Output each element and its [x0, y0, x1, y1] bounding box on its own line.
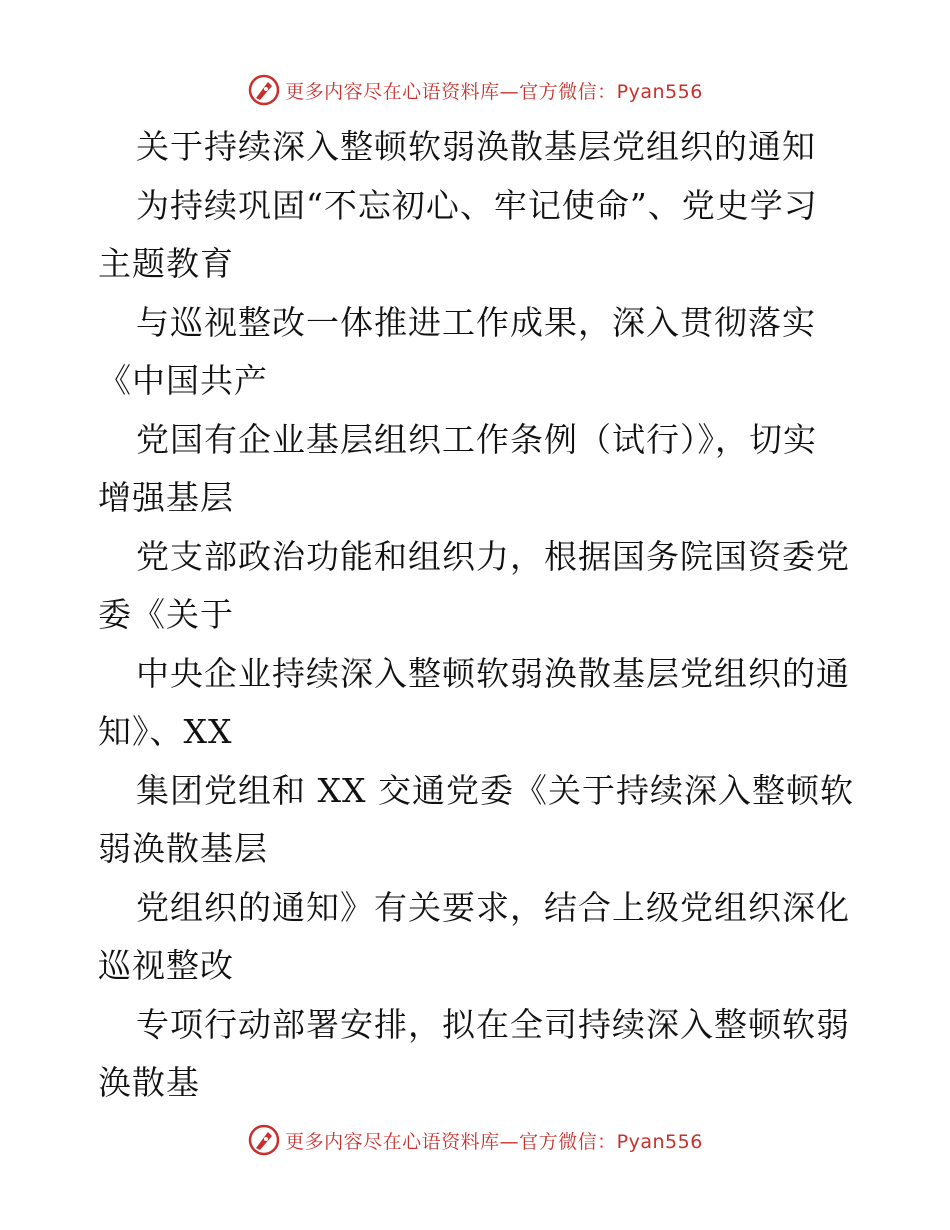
footer-banner-text: 更多内容尽在心语资料库—官方微信：Pyan556	[285, 1130, 703, 1153]
paragraph-line: 党国有企业基层组织工作条例（试行）》，切实	[136, 419, 817, 459]
pen-nib-logo-icon	[247, 1123, 281, 1157]
document-title: 关于持续深入整顿软弱涣散基层党组织的通知	[136, 127, 816, 166]
paragraph-line: 中央企业持续深入整顿软弱涣散基层党组织的通	[136, 653, 850, 693]
paragraph-line: 党组织的通知》有关要求，结合上级党组织深化	[136, 887, 850, 927]
header-banner-text: 更多内容尽在心语资料库—官方微信：Pyan556	[285, 80, 703, 103]
header-banner	[0, 70, 950, 110]
footer-banner	[0, 1120, 950, 1160]
paragraph-line: 集团党组和 XX 交通党委《关于持续深入整顿软	[136, 770, 854, 810]
paragraph-line: 《中国共产	[98, 361, 268, 400]
paragraph-line: 增强基层	[98, 478, 234, 517]
pen-nib-logo-icon	[247, 73, 281, 107]
paragraph-line: 为持续巩固“不忘初心、牢记使命”、党史学习	[136, 185, 818, 225]
paragraph-line: 与巡视整改一体推进工作成果，深入贯彻落实	[136, 302, 816, 342]
paragraph-line: 主题教育	[98, 244, 234, 283]
paragraph-line: 专项行动部署安排，拟在全司持续深入整顿软弱	[136, 1004, 850, 1044]
paragraph-line: 弱涣散基层	[98, 829, 268, 868]
paragraph-line: 巡视整改	[98, 946, 234, 985]
paragraph-line: 党支部政治功能和组织力，根据国务院国资委党	[136, 536, 850, 576]
document-body	[98, 118, 858, 1113]
paragraph-line: 委《关于	[98, 595, 234, 634]
paragraph-line: 知》、XX	[98, 712, 233, 751]
paragraph-line: 涣散基	[98, 1063, 200, 1102]
